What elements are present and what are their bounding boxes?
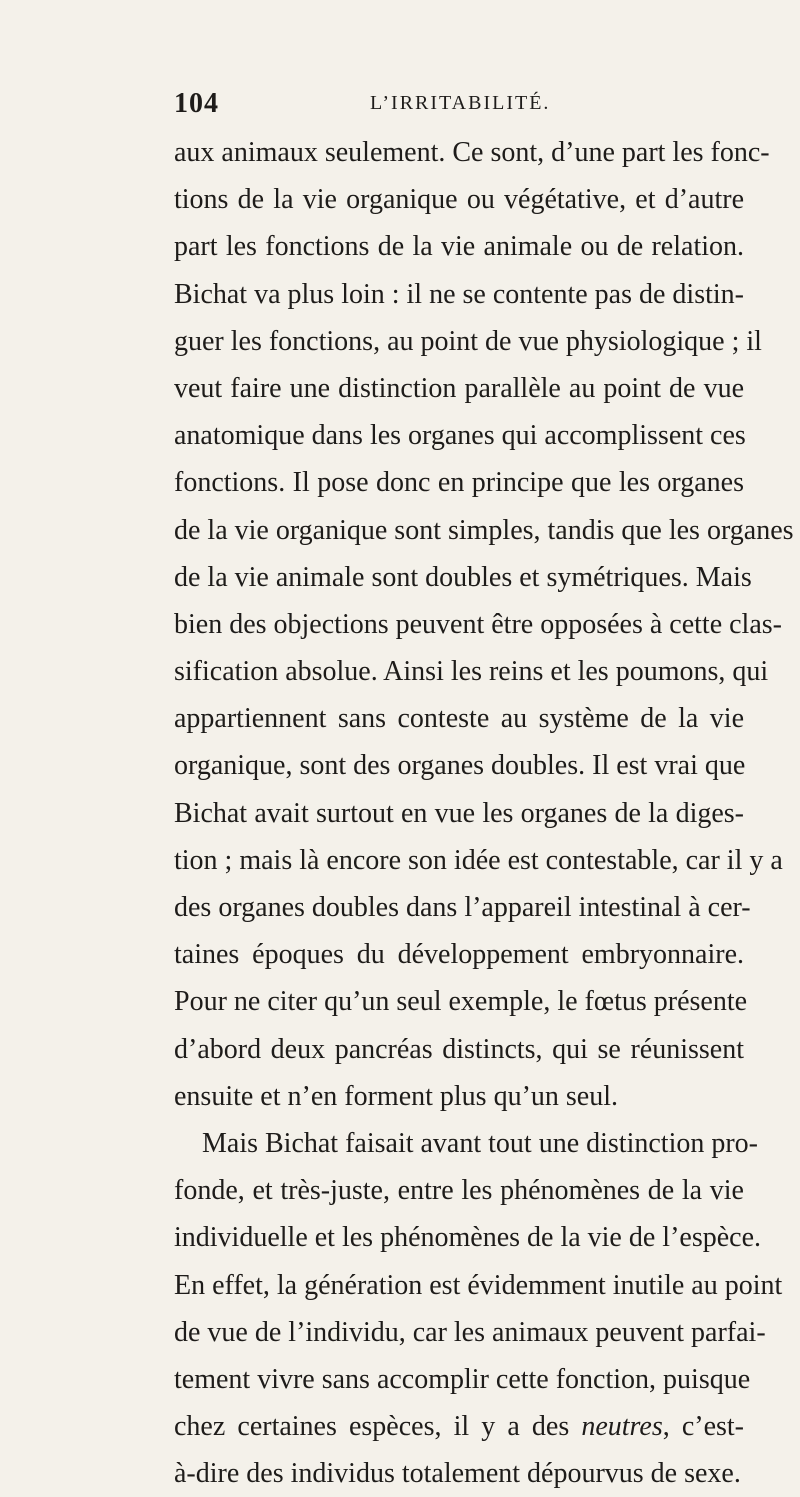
text-line: Bichat va plus loin : il ne se contente pas de distin- [174,278,744,310]
page-header [174,88,734,128]
text-line: Bichat avait surtout en vue les organes de la diges- [174,797,744,829]
text-line: individuelle et les phénomènes de la vie de l’espèce. [174,1222,762,1254]
text-line: fonde, et très-juste, entre les phénomènes de la vie [174,1175,744,1207]
text-line: tement vivre sans accomplir cette fonction, puisque [174,1363,751,1395]
text-line: part les fonctions de la vie animale ou de relation. [174,231,744,263]
text-line: de la vie animale sont doubles et symétriques. Mais [174,561,752,593]
text-line: veut faire une distinction parallèle au point de vue [174,372,744,404]
text-line: aux animaux seulement. Ce sont, d’une part les fonc- [174,137,770,168]
text-line: de vue de l’individu, car les animaux peuvent parfai- [174,1316,766,1348]
page-number: 104 [174,88,219,119]
body-text [174,129,794,1497]
text-line: taines époques du développement embryonnaire. [174,939,744,971]
text-line: d’abord deux pancréas distincts, qui se réunissent [174,1033,744,1065]
text-line: à-dire des individus totalement dépourvus de sexe. [174,1458,741,1490]
text-line: tion ; mais là encore son idée est contestable, car il y a [174,844,783,876]
text-line: sification absolue. Ainsi les reins et les poumons, qui [174,656,769,688]
text-line: Pour ne citer qu’un seul exemple, le fœtus présente [174,986,748,1018]
text-line: appartiennent sans conteste au système de la vie [174,703,744,735]
text-line-with-italic [174,1403,744,1450]
text-line-paragraph-start: Mais Bichat faisait avant tout une distinction pro- [202,1127,758,1159]
italic-word: neutres [581,1411,663,1443]
text-line: des organes doubles dans l’appareil intestinal à cer- [174,892,751,923]
text-line: anatomique dans les organes qui accomplissent ces [174,420,746,452]
running-head: L’IRRITABILITÉ. [370,92,551,114]
text-line: fonctions. Il pose donc en principe que les organes [174,467,744,499]
text-line: bien des objections peuvent être opposées à cette clas- [174,608,782,640]
text-segment: chez certaines espèces, il y a des [174,1411,570,1443]
text-line: guer les fonctions, au point de vue physiologique ; il [174,325,762,357]
text-line: tions de la vie organique ou végétative, et d’autre [174,184,744,216]
text-line: En effet, la génération est évidemment inutile au point [174,1269,783,1301]
text-line: organique, sont des organes doubles. Il est vrai que [174,750,746,782]
text-segment: , c’est- [662,1411,745,1443]
text-line: ensuite et n’en forment plus qu’un seul. [174,1080,619,1112]
text-line: de la vie organique sont simples, tandis que les organes [174,514,794,546]
